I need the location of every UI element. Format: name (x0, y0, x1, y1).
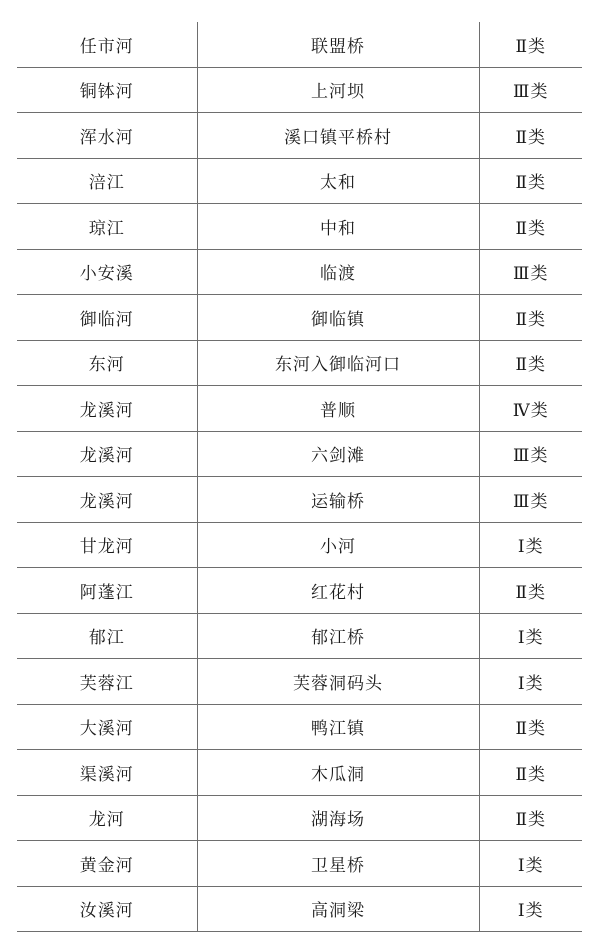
section-name-cell: 上河坝 (197, 67, 479, 113)
table-row (17, 659, 582, 705)
river-name-cell: 小安溪 (17, 249, 197, 295)
section-name-cell: 湖海场 (197, 795, 479, 841)
section-name-cell: 联盟桥 (197, 22, 479, 67)
section-name-cell: 东河入御临河口 (197, 340, 479, 386)
river-name-cell: 琼江 (17, 204, 197, 250)
river-name-cell: 龙溪河 (17, 431, 197, 477)
water-class-cell: Ⅱ类 (479, 22, 582, 67)
water-class-cell: Ⅱ类 (479, 704, 582, 750)
river-name-cell: 龙溪河 (17, 386, 197, 432)
water-class-cell: Ⅳ类 (479, 386, 582, 432)
water-class-cell: Ⅱ类 (479, 158, 582, 204)
table-row (17, 841, 582, 887)
table-row (17, 477, 582, 523)
river-name-cell: 龙溪河 (17, 477, 197, 523)
section-name-cell: 太和 (197, 158, 479, 204)
table-row (17, 22, 582, 67)
table-row (17, 568, 582, 614)
water-class-cell: Ⅱ类 (479, 204, 582, 250)
river-name-cell: 龙河 (17, 795, 197, 841)
river-name-cell: 东河 (17, 340, 197, 386)
river-name-cell: 铜钵河 (17, 67, 197, 113)
river-name-cell: 渠溪河 (17, 750, 197, 796)
water-class-cell: Ⅱ类 (479, 750, 582, 796)
water-class-cell: Ⅰ类 (479, 886, 582, 932)
section-name-cell: 中和 (197, 204, 479, 250)
section-name-cell: 六剑滩 (197, 431, 479, 477)
section-name-cell: 红花村 (197, 568, 479, 614)
water-class-cell: Ⅱ类 (479, 795, 582, 841)
table-row (17, 386, 582, 432)
table-row (17, 750, 582, 796)
table-row (17, 613, 582, 659)
section-name-cell: 木瓜洞 (197, 750, 479, 796)
table-row (17, 295, 582, 341)
water-class-cell: Ⅲ类 (479, 477, 582, 523)
water-class-cell: Ⅰ类 (479, 841, 582, 887)
water-quality-table (17, 22, 582, 932)
water-class-cell: Ⅲ类 (479, 431, 582, 477)
section-name-cell: 高洞梁 (197, 886, 479, 932)
section-name-cell: 临渡 (197, 249, 479, 295)
section-name-cell: 卫星桥 (197, 841, 479, 887)
water-class-cell: Ⅱ类 (479, 340, 582, 386)
table-row (17, 158, 582, 204)
river-name-cell: 黄金河 (17, 841, 197, 887)
river-name-cell: 御临河 (17, 295, 197, 341)
section-name-cell: 御临镇 (197, 295, 479, 341)
water-class-cell: Ⅲ类 (479, 249, 582, 295)
table-row (17, 431, 582, 477)
section-name-cell: 普顺 (197, 386, 479, 432)
section-name-cell: 小河 (197, 522, 479, 568)
table-row (17, 340, 582, 386)
river-name-cell: 阿蓬江 (17, 568, 197, 614)
water-class-cell: Ⅰ类 (479, 613, 582, 659)
river-name-cell: 大溪河 (17, 704, 197, 750)
water-class-cell: Ⅱ类 (479, 295, 582, 341)
table-row (17, 204, 582, 250)
water-class-cell: Ⅰ类 (479, 522, 582, 568)
river-name-cell: 甘龙河 (17, 522, 197, 568)
table-row (17, 522, 582, 568)
table-row (17, 704, 582, 750)
table-row (17, 795, 582, 841)
section-name-cell: 溪口镇平桥村 (197, 113, 479, 159)
table-row (17, 67, 582, 113)
river-name-cell: 郁江 (17, 613, 197, 659)
section-name-cell: 鸭江镇 (197, 704, 479, 750)
section-name-cell: 郁江桥 (197, 613, 479, 659)
water-class-cell: Ⅲ类 (479, 67, 582, 113)
table-body (17, 22, 582, 932)
river-name-cell: 涪江 (17, 158, 197, 204)
table-row (17, 886, 582, 932)
section-name-cell: 芙蓉洞码头 (197, 659, 479, 705)
section-name-cell: 运输桥 (197, 477, 479, 523)
table-row (17, 249, 582, 295)
river-name-cell: 芙蓉江 (17, 659, 197, 705)
water-class-cell: Ⅱ类 (479, 568, 582, 614)
water-class-cell: Ⅰ类 (479, 659, 582, 705)
table-row (17, 113, 582, 159)
water-class-cell: Ⅱ类 (479, 113, 582, 159)
river-name-cell: 浑水河 (17, 113, 197, 159)
river-name-cell: 任市河 (17, 22, 197, 67)
river-name-cell: 汝溪河 (17, 886, 197, 932)
